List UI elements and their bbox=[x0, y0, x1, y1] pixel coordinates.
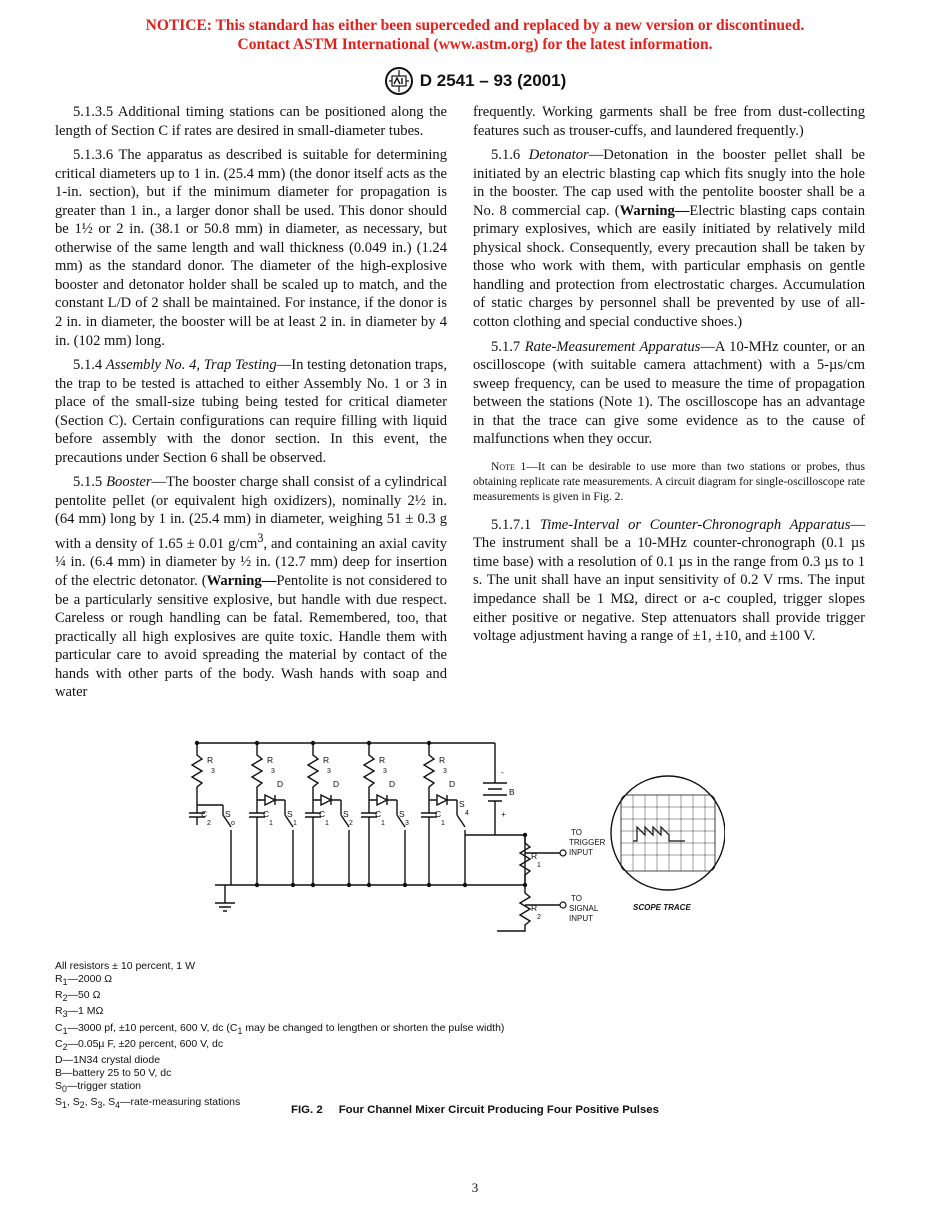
legend-line: All resistors ± 10 percent, 1 W bbox=[55, 960, 195, 972]
para-body: The booster charge shall consist of a cylindrical pentolite pellet (or equivalent high oxidizers), nominally 2½ in. (64 mm) long by 1 in. (25.4 mm) in diameter, weighing 51 ± 0.3 g with a density of 1.65 ± 0.01 g/cm bbox=[55, 474, 448, 552]
para-body: A 10-MHz counter, or an oscilloscope (with suitable camera attachment) with a 5-µs/cm sweep frequency, can be used to measure the time of propagation between the stations (Note 1). The oscilloscope has an advantage in that the trace can give some evidence as to the cause of malfunctions when they occur. bbox=[473, 338, 865, 448]
warning-label: Warning— bbox=[206, 572, 277, 589]
legend-line: $R_3—1$ MΩ bbox=[55, 1005, 104, 1020]
standard-designation bbox=[0, 66, 950, 96]
label-s4: S bbox=[459, 799, 465, 809]
label-r2-sub: 2 bbox=[537, 914, 541, 921]
label-s3-sub: 3 bbox=[405, 820, 409, 827]
para-body: In testing detonation traps, the trap to be tested is attached to either Assembly No. 1 or 3 in place of the small-size tubing being tested for critical diameter (Section C). Certain configurations can require filling with liquid before assembly with the donor section. In this event, the precautions under Section 6 shall be observed. bbox=[55, 357, 448, 466]
label-c1: C bbox=[375, 809, 382, 819]
para-num: 5.1.6 bbox=[491, 147, 521, 164]
warning-body: Pentolite is not considered to be a particularly sensitive explosive, but handle with due respect. Careless or rough handling can be fatal. Remembered, too, that practically all high explosives are quite toxic. Handle them with particular care to avoid spreading the material by contact of the hands with other parts of the body. Wash hands with soap and water bbox=[55, 572, 447, 701]
label-to: TO bbox=[571, 894, 582, 903]
label-minus: - bbox=[501, 767, 504, 777]
para-5-1-6: 5.1.6 Detonator—Detonation in the booster pellet shall be initiated by an electric blasting cap which fits snugly into the hole in the booster. The cap used with the pentolite booster shall be a No. 8 commercial cap. (Warning—Electric blasting caps contain primary explosives, which are easily initiated by relatively mild physical shock. Consequently, every precaution shall be taken by those who work with them, with particular emphasis on gentle handling and protection from electrostatic charges. Accumulation of static charges by personnel shall be prevented by use of all-cotton clothing and special conductive shoes.) bbox=[473, 147, 865, 331]
label-trigger: TRIGGER bbox=[569, 838, 606, 847]
para-title: Booster bbox=[106, 474, 152, 491]
para-title: Detonator bbox=[528, 147, 589, 164]
label-r3: R bbox=[207, 755, 214, 765]
scope-waveform bbox=[633, 827, 685, 841]
para-body: Detonation in the booster pellet shall be initiated by an electric blasting cap which fits snugly into the hole in the booster. The cap used with the pentolite booster shall be a No. 8 commercial cap. ( bbox=[473, 147, 865, 219]
label-c1-sub: 1 bbox=[381, 820, 385, 827]
figure-title: Four Channel Mixer Circuit Producing Four Positive Pulses bbox=[338, 1104, 659, 1116]
para-title: Time-Interval or Counter-Chronograph Apparatus bbox=[539, 516, 851, 533]
label-c1: C bbox=[319, 809, 326, 819]
warning-body: Electric blasting caps contain primary explosives, which are easily initiated by relatively mild physical shock. Consequently, every precaution shall be taken by those who work with them, with particular emphasis on gentle handling and protection from electrostatic charges. Accumulation of static charges by personnel shall be prevented by use of all-cotton clothing and special conductive shoes.) bbox=[473, 202, 865, 331]
label-r1: R bbox=[531, 851, 538, 861]
label-s3: S bbox=[399, 809, 405, 819]
circuit-labels bbox=[201, 755, 691, 923]
para-num: 5.1.4 bbox=[73, 357, 103, 374]
label-d: D bbox=[277, 779, 284, 789]
note-body: 1—It can be desirable to use more than two stations or probes, thus obtaining replicate rate measurements. A circuit diagram for single-oscilloscope rate measurements is given in Fig. 2. bbox=[473, 459, 865, 503]
para-title: Assembly No. 4, Trap Testing bbox=[105, 357, 277, 374]
label-r3: R bbox=[439, 755, 446, 765]
circuit-nodes bbox=[195, 741, 527, 887]
para-5-1-5: 5.1.5 Booster—The booster charge shall consist of a cylindrical pentolite pellet (or equivalent high oxidizers), nominally 2½ in. (64 mm) long by 1 in. (25.4 mm) in diameter, weighing 51 ± 0.3 g with a density of 1.65 ± 0.01 $g/cm^3$, and containing an axial cavity ¼ in. (6.4 mm) in diameter by ½ in. (12.7 mm) deep for insertion of the electric detonator. (Warning—Pentolite is not considered to be a particularly sensitive explosive, but handle with due respect. Careless or rough handling can be fatal. Remembered, too, that practically all high explosives are quite toxic. Handle them with particular care to avoid spreading the material by contact of the hands with other parts of the body. Wash hands with soap and water bbox=[55, 474, 448, 701]
page-number: 3 bbox=[471, 1180, 479, 1195]
para-num: 5.1.5 bbox=[73, 474, 103, 491]
label-s2-sub: 2 bbox=[349, 820, 353, 827]
para-body-cont: , and containing an axial cavity ¼ in. (6.4 mm) in diameter by ½ in. (12.7 mm) deep for insertion of the electric detonator. ( bbox=[55, 535, 448, 589]
terminal-icons bbox=[560, 850, 566, 908]
right-column bbox=[473, 103, 865, 652]
label-r3-sub: 3 bbox=[443, 768, 447, 775]
left-column bbox=[55, 103, 447, 708]
label-c1-sub: 1 bbox=[441, 820, 445, 827]
para-continued: frequently. Working garments shall be free from dust-collecting features such as trouser-cuffs, and laundered frequently.) bbox=[473, 104, 865, 139]
notice-line-1: NOTICE: This standard has either been superceded and replaced by a new version or discontinued. bbox=[145, 17, 805, 34]
para-5-1-3-6: 5.1.3.6 The apparatus as described is suitable for determining critical diameters up to 1 in. (25.4 mm) (the donor itself acts as the 1-in. section), but if the minimum diameter for propagation is greater than 1 in., a larger donor shall be used. This donor should be 1½ or 2 in. (38.1 or 50.8 mm) in diameter, as necessary, but otherwise of the same length and wall thickness (0.049 in.) (1.24 mm) as the standard donor. The diameter of the high-explosive booster and detonator holder shall be scaled up to match, and the constant L/D of 2 shall be maintained. For instance, if the donor is 2 in. in diameter, the booster will be at least 2 in. in diameter by 4 in. (102 mm) long. bbox=[55, 147, 447, 349]
legend-line: $R_1—2000$ Ω bbox=[55, 973, 113, 988]
label-s1-sub: 1 bbox=[293, 820, 297, 827]
para-5-1-4: 5.1.4 Assembly No. 4, Trap Testing—In testing detonation traps, the trap to be tested is attached to either Assembly No. 1 or 3 in place of the small-size tubing being tested for critical diameter (Section C). Certain configurations can require filling with liquid before assembly with the donor section. In this event, the precautions under Section 6 shall be observed. bbox=[55, 357, 448, 466]
label-signal: SIGNAL bbox=[569, 904, 599, 913]
legend-line: $S_1$, $S_2$, $S_3$, $S_4—rate$-measuring stations bbox=[55, 1096, 241, 1111]
designation-text: D 2541 – 93 (2001) bbox=[419, 71, 567, 90]
label-r2: R bbox=[531, 903, 538, 913]
legend-line: $C_1—3000$ pf, ±10 percent, 600 V, dc ($C_1$ may be changed to lengthen or shorten the pulse width) bbox=[55, 1021, 505, 1036]
legend-line: $S_0—trigger$ station bbox=[55, 1080, 142, 1095]
label-d: D bbox=[333, 779, 340, 789]
figure-number: FIG. 2 bbox=[291, 1104, 323, 1116]
label-d: D bbox=[389, 779, 396, 789]
label-r3: R bbox=[267, 755, 274, 765]
label-to: TO bbox=[571, 828, 582, 837]
label-input: INPUT bbox=[569, 848, 593, 857]
label-scope-trace: SCOPE TRACE bbox=[633, 903, 691, 912]
label-r3-sub: 3 bbox=[383, 768, 387, 775]
para-num: 5.1.7.1 bbox=[491, 516, 532, 533]
label-c2: C bbox=[201, 809, 208, 819]
legend-line: B—battery 25 to 50 V, dc bbox=[55, 1067, 172, 1080]
astm-logo-icon bbox=[384, 66, 414, 96]
para-5-1-3-5: 5.1.3.5 Additional timing stations can be positioned along the length of Section C if rates are desired in small-diameter tubes. bbox=[55, 104, 447, 139]
scope-display bbox=[611, 776, 725, 890]
label-d: D bbox=[449, 779, 456, 789]
notice-line-2: Contact ASTM International (www.astm.org) for the latest information. bbox=[237, 36, 713, 53]
para-title: Rate-Measurement Apparatus bbox=[524, 338, 701, 355]
label-s1: S bbox=[287, 809, 293, 819]
circuit-wiring bbox=[189, 743, 560, 931]
circuit-diagram bbox=[185, 735, 725, 940]
label-c1: C bbox=[263, 809, 270, 819]
label-s0: S bbox=[225, 809, 231, 819]
label-r3: R bbox=[323, 755, 330, 765]
label-c2-sub: 2 bbox=[207, 820, 211, 827]
para-5-1-7-1: 5.1.7.1 Time-Interval or Counter-Chronograph Apparatus—The instrument shall be a 10-MHz counter-chronograph (0.1 µs time base) with a resolution of 0.1 µs in the range from 0.3 µs to 1 s. The unit shall have an input sensitivity of 0.2 V rms. The input impedance shall be 1 MΩ, direct or a-c coupled, trigger slopes either positive or negative. Step attenuators shall provide trigger voltage adjustment having a range of ±1, ±10, and ±100 V. bbox=[473, 516, 865, 645]
label-r3-sub: 3 bbox=[327, 768, 331, 775]
label-r3-sub: 3 bbox=[211, 768, 215, 775]
superseded-notice bbox=[0, 16, 950, 54]
para-body: The instrument shall be a 10-MHz counter-chronograph (0.1 µs time base) with a resolution of 0.1 µs in the range from 0.3 µs to 1 s. The unit shall have an input sensitivity of 0.2 V rms. The input impedance shall be 1 MΩ, direct or a-c coupled, trigger slopes either positive or negative. Step attenuators shall provide trigger voltage adjustment having a range of ±1, ±10, and ±100 V. bbox=[473, 535, 865, 645]
label-s4-sub: 4 bbox=[465, 810, 469, 817]
label-c1-sub: 1 bbox=[269, 820, 273, 827]
legend-line: D—1N34 crystal diode bbox=[55, 1054, 161, 1067]
label-input: INPUT bbox=[569, 914, 593, 923]
figure-caption bbox=[0, 1104, 950, 1116]
warning-label: Warning— bbox=[619, 202, 690, 219]
superscript: 3 bbox=[257, 531, 264, 546]
figure-legend bbox=[55, 960, 504, 1113]
label-r1-sub: 1 bbox=[537, 862, 541, 869]
label-plus: + bbox=[501, 809, 506, 819]
para-5-1-7: 5.1.7 Rate-Measurement Apparatus—A 10-MHz counter, or an oscilloscope (with suitable camera attachment) with a 5-µs/cm sweep frequency, can be used to measure the time of propagation between the stations (Note 1). The oscilloscope has an advantage in that the trace can give some evidence as to the cause of malfunctions when they occur. bbox=[473, 338, 865, 448]
legend-line: $R_2—50$ Ω bbox=[55, 989, 101, 1004]
label-b: B bbox=[509, 787, 515, 797]
para-num: 5.1.7 bbox=[491, 338, 521, 355]
label-s0-sub: o bbox=[231, 820, 235, 827]
note-label: Note bbox=[491, 459, 515, 473]
label-s2: S bbox=[343, 809, 349, 819]
note-1 bbox=[473, 459, 865, 504]
label-r3-sub: 3 bbox=[271, 768, 275, 775]
label-c1: C bbox=[435, 809, 442, 819]
label-r3: R bbox=[379, 755, 386, 765]
label-c1-sub: 1 bbox=[325, 820, 329, 827]
legend-line: $C_2—0.05\mu$ F, ±20 percent, 600 V, dc bbox=[55, 1037, 224, 1052]
